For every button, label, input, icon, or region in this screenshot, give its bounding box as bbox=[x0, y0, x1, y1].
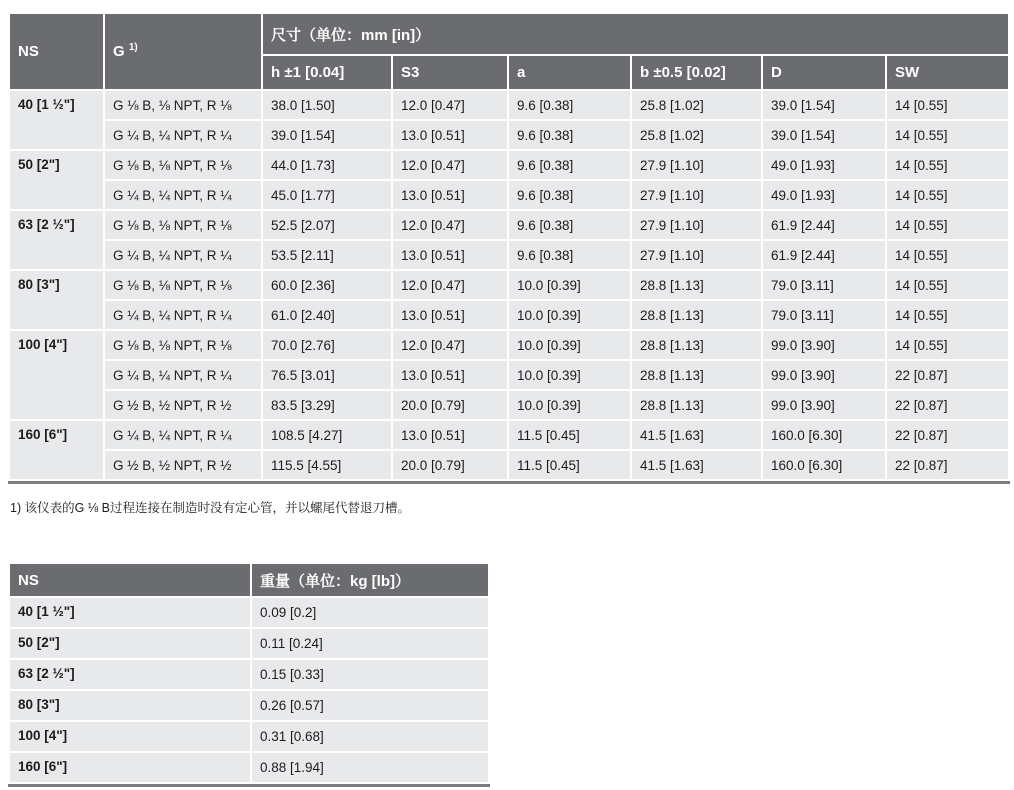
g-cell: G ⅛ B, ⅛ NPT, R ⅛ bbox=[105, 151, 261, 179]
a-cell: 10.0 [0.39] bbox=[509, 331, 630, 359]
b-cell: 28.8 [1.13] bbox=[632, 301, 761, 329]
s3-cell: 13.0 [0.51] bbox=[393, 241, 507, 269]
h-cell: 45.0 [1.77] bbox=[263, 181, 391, 209]
d-cell: 99.0 [3.90] bbox=[763, 331, 885, 359]
dimensions-header-row-1 bbox=[10, 14, 1008, 54]
d-cell: 99.0 [3.90] bbox=[763, 361, 885, 389]
sw-cell: 22 [0.87] bbox=[887, 421, 1008, 449]
weight-col-header-ns: NS bbox=[10, 564, 250, 596]
dimension-row bbox=[10, 241, 1008, 269]
s3-cell: 12.0 [0.47] bbox=[393, 91, 507, 119]
weight-cell: 0.26 [0.57] bbox=[252, 691, 488, 720]
a-cell: 10.0 [0.39] bbox=[509, 361, 630, 389]
weight-cell: 0.15 [0.33] bbox=[252, 660, 488, 689]
dimension-row bbox=[10, 121, 1008, 149]
a-cell: 9.6 [0.38] bbox=[509, 211, 630, 239]
col-header-s3: S3 bbox=[393, 56, 507, 89]
b-cell: 25.8 [1.02] bbox=[632, 91, 761, 119]
b-cell: 27.9 [1.10] bbox=[632, 211, 761, 239]
g-cell: G ½ B, ½ NPT, R ½ bbox=[105, 451, 261, 479]
s3-cell: 12.0 [0.47] bbox=[393, 271, 507, 299]
footnote-text: 1) 该仪表的G ⅛ B过程连接在制造时没有定心管，并以螺尾代替退刀槽。 bbox=[10, 501, 411, 515]
sw-cell: 22 [0.87] bbox=[887, 451, 1008, 479]
weight-row bbox=[10, 753, 488, 782]
d-cell: 99.0 [3.90] bbox=[763, 391, 885, 419]
dimensions-table bbox=[8, 12, 1010, 484]
b-cell: 41.5 [1.63] bbox=[632, 451, 761, 479]
d-cell: 61.9 [2.44] bbox=[763, 211, 885, 239]
h-cell: 60.0 [2.36] bbox=[263, 271, 391, 299]
a-cell: 9.6 [0.38] bbox=[509, 91, 630, 119]
dimension-row bbox=[10, 91, 1008, 119]
dimensions-table-header bbox=[10, 14, 1008, 89]
dimension-row bbox=[10, 361, 1008, 389]
d-cell: 160.0 [6.30] bbox=[763, 421, 885, 449]
b-cell: 25.8 [1.02] bbox=[632, 121, 761, 149]
h-cell: 115.5 [4.55] bbox=[263, 451, 391, 479]
ns-cell: 40 [1 ½"] bbox=[10, 91, 103, 149]
g-cell: G ½ B, ½ NPT, R ½ bbox=[105, 391, 261, 419]
d-cell: 61.9 [2.44] bbox=[763, 241, 885, 269]
sw-cell: 14 [0.55] bbox=[887, 151, 1008, 179]
dimension-row bbox=[10, 301, 1008, 329]
sw-cell: 14 [0.55] bbox=[887, 181, 1008, 209]
b-cell: 28.8 [1.13] bbox=[632, 331, 761, 359]
dimension-row bbox=[10, 271, 1008, 299]
weight-row bbox=[10, 629, 488, 658]
dimensions-table-body bbox=[10, 91, 1008, 479]
weight-table bbox=[8, 562, 490, 787]
b-cell: 27.9 [1.10] bbox=[632, 151, 761, 179]
d-cell: 49.0 [1.93] bbox=[763, 151, 885, 179]
ns-cell: 50 [2"] bbox=[10, 629, 250, 658]
col-header-d: D bbox=[763, 56, 885, 89]
b-cell: 28.8 [1.13] bbox=[632, 391, 761, 419]
col-header-a: a bbox=[509, 56, 630, 89]
ns-cell: 100 [4"] bbox=[10, 722, 250, 751]
a-cell: 10.0 [0.39] bbox=[509, 271, 630, 299]
dimension-row bbox=[10, 451, 1008, 479]
weight-row bbox=[10, 722, 488, 751]
weight-cell: 0.31 [0.68] bbox=[252, 722, 488, 751]
sw-cell: 14 [0.55] bbox=[887, 91, 1008, 119]
footnote-marker: 1) bbox=[128, 41, 138, 53]
ns-cell: 40 [1 ½"] bbox=[10, 598, 250, 627]
a-cell: 9.6 [0.38] bbox=[509, 151, 630, 179]
ns-cell: 50 [2"] bbox=[10, 151, 103, 209]
dimension-row bbox=[10, 211, 1008, 239]
sw-cell: 22 [0.87] bbox=[887, 361, 1008, 389]
s3-cell: 13.0 [0.51] bbox=[393, 121, 507, 149]
g-cell: G ⅛ B, ⅛ NPT, R ⅛ bbox=[105, 331, 261, 359]
g-label-text: G bbox=[113, 42, 125, 60]
h-cell: 108.5 [4.27] bbox=[263, 421, 391, 449]
weight-row bbox=[10, 660, 488, 689]
h-cell: 70.0 [2.76] bbox=[263, 331, 391, 359]
s3-cell: 20.0 [0.79] bbox=[393, 451, 507, 479]
d-cell: 79.0 [3.11] bbox=[763, 301, 885, 329]
ns-cell: 63 [2 ½"] bbox=[10, 211, 103, 269]
d-cell: 79.0 [3.11] bbox=[763, 271, 885, 299]
d-cell: 39.0 [1.54] bbox=[763, 91, 885, 119]
g-cell: G ⅛ B, ⅛ NPT, R ⅛ bbox=[105, 271, 261, 299]
sw-cell: 14 [0.55] bbox=[887, 331, 1008, 359]
dimension-row bbox=[10, 181, 1008, 209]
a-cell: 9.6 [0.38] bbox=[509, 121, 630, 149]
col-header-g bbox=[105, 14, 261, 89]
weight-cell: 0.11 [0.24] bbox=[252, 629, 488, 658]
ns-cell: 100 [4"] bbox=[10, 331, 103, 419]
d-cell: 160.0 [6.30] bbox=[763, 451, 885, 479]
s3-cell: 20.0 [0.79] bbox=[393, 391, 507, 419]
g-cell: G ¼ B, ¼ NPT, R ¼ bbox=[105, 361, 261, 389]
weight-cell: 0.09 [0.2] bbox=[252, 598, 488, 627]
s3-cell: 13.0 [0.51] bbox=[393, 421, 507, 449]
sw-cell: 14 [0.55] bbox=[887, 271, 1008, 299]
sw-cell: 14 [0.55] bbox=[887, 301, 1008, 329]
a-cell: 11.5 [0.45] bbox=[509, 421, 630, 449]
weight-col-header-weight: 重量（单位：kg [lb]） bbox=[252, 564, 488, 596]
col-header-ns bbox=[10, 14, 103, 89]
h-cell: 52.5 [2.07] bbox=[263, 211, 391, 239]
col-header-h: h ±1 [0.04] bbox=[263, 56, 391, 89]
weight-row bbox=[10, 691, 488, 720]
s3-cell: 12.0 [0.47] bbox=[393, 151, 507, 179]
a-cell: 11.5 [0.45] bbox=[509, 451, 630, 479]
ns-cell: 160 [6"] bbox=[10, 753, 250, 782]
h-cell: 38.0 [1.50] bbox=[263, 91, 391, 119]
b-cell: 28.8 [1.13] bbox=[632, 361, 761, 389]
dimension-row bbox=[10, 331, 1008, 359]
g-cell: G ¼ B, ¼ NPT, R ¼ bbox=[105, 181, 261, 209]
g-cell: G ¼ B, ¼ NPT, R ¼ bbox=[105, 241, 261, 269]
h-cell: 39.0 [1.54] bbox=[263, 121, 391, 149]
weight-cell: 0.88 [1.94] bbox=[252, 753, 488, 782]
h-cell: 76.5 [3.01] bbox=[263, 361, 391, 389]
weight-table-body bbox=[10, 598, 488, 782]
sw-cell: 14 [0.55] bbox=[887, 121, 1008, 149]
g-cell: G ⅛ B, ⅛ NPT, R ⅛ bbox=[105, 91, 261, 119]
sw-cell: 14 [0.55] bbox=[887, 211, 1008, 239]
h-cell: 83.5 [3.29] bbox=[263, 391, 391, 419]
g-cell: G ¼ B, ¼ NPT, R ¼ bbox=[105, 301, 261, 329]
a-cell: 10.0 [0.39] bbox=[509, 301, 630, 329]
a-cell: 10.0 [0.39] bbox=[509, 391, 630, 419]
dimension-row bbox=[10, 421, 1008, 449]
d-cell: 39.0 [1.54] bbox=[763, 121, 885, 149]
col-header-g-label bbox=[113, 32, 257, 72]
b-cell: 27.9 [1.10] bbox=[632, 181, 761, 209]
weight-table-header bbox=[10, 564, 488, 596]
h-cell: 53.5 [2.11] bbox=[263, 241, 391, 269]
weight-row bbox=[10, 598, 488, 627]
s3-cell: 13.0 [0.51] bbox=[393, 301, 507, 329]
dimension-row bbox=[10, 151, 1008, 179]
a-cell: 9.6 [0.38] bbox=[509, 241, 630, 269]
d-cell: 49.0 [1.93] bbox=[763, 181, 885, 209]
dimension-row bbox=[10, 391, 1008, 419]
col-header-size-title: 尺寸（单位：mm [in]） bbox=[263, 14, 1008, 54]
col-header-ns-label: NS bbox=[18, 42, 39, 60]
ns-cell: 63 [2 ½"] bbox=[10, 660, 250, 689]
weight-header-row bbox=[10, 564, 488, 596]
b-cell: 41.5 [1.63] bbox=[632, 421, 761, 449]
ns-cell: 80 [3"] bbox=[10, 691, 250, 720]
s3-cell: 13.0 [0.51] bbox=[393, 181, 507, 209]
h-cell: 61.0 [2.40] bbox=[263, 301, 391, 329]
sw-cell: 14 [0.55] bbox=[887, 241, 1008, 269]
ns-cell: 80 [3"] bbox=[10, 271, 103, 329]
b-cell: 27.9 [1.10] bbox=[632, 241, 761, 269]
col-header-sw: SW bbox=[887, 56, 1008, 89]
g-cell: G ¼ B, ¼ NPT, R ¼ bbox=[105, 421, 261, 449]
h-cell: 44.0 [1.73] bbox=[263, 151, 391, 179]
ns-cell: 160 [6"] bbox=[10, 421, 103, 479]
col-header-b: b ±0.5 [0.02] bbox=[632, 56, 761, 89]
g-cell: G ⅛ B, ⅛ NPT, R ⅛ bbox=[105, 211, 261, 239]
b-cell: 28.8 [1.13] bbox=[632, 271, 761, 299]
g-cell: G ¼ B, ¼ NPT, R ¼ bbox=[105, 121, 261, 149]
s3-cell: 12.0 [0.47] bbox=[393, 331, 507, 359]
sw-cell: 22 [0.87] bbox=[887, 391, 1008, 419]
s3-cell: 12.0 [0.47] bbox=[393, 211, 507, 239]
a-cell: 9.6 [0.38] bbox=[509, 181, 630, 209]
s3-cell: 13.0 [0.51] bbox=[393, 361, 507, 389]
